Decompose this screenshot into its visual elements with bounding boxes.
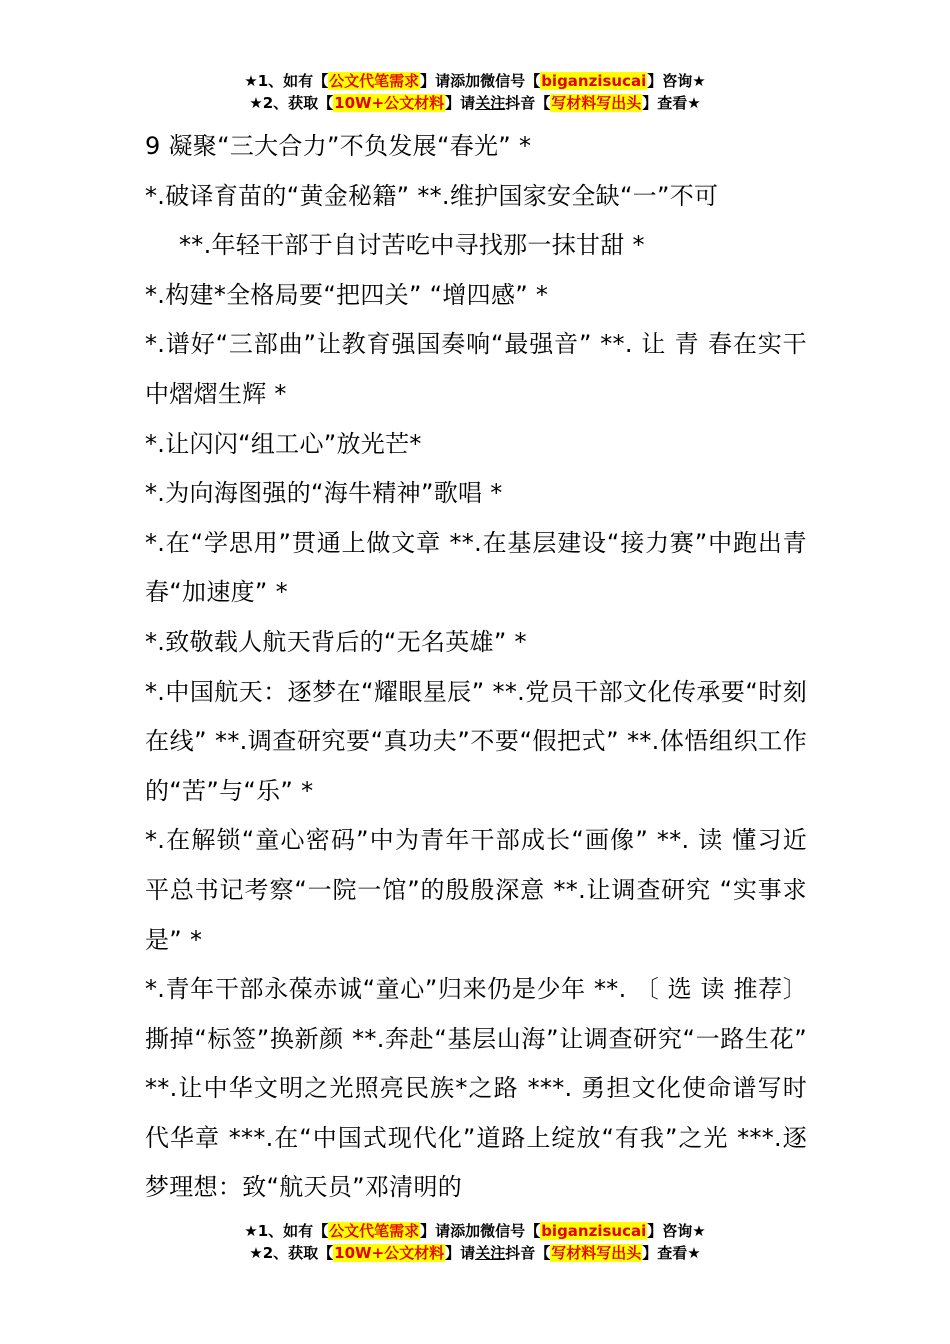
paragraph: *.在解锁“童心密码”中为青年干部成长“画像” **. 读 懂习近平总书记考察“一院一馆”的殷殷深意 **.让调查研究 “实事求是” * (145, 826, 807, 954)
paragraph: *.为向海图强的“海牛精神”歌唱 * (145, 479, 503, 508)
highlight-materials: 10W+公文材料 (334, 1244, 445, 1262)
banner-line-1: ★1、如有【公文代笔需求】请添加微信号【biganzisucai】咨询★ (244, 1222, 706, 1240)
paragraph: *.破译育苗的“黄金秘籍” **.维护国家安全缺“一”不可 (145, 181, 719, 210)
highlight-service: 公文代笔需求 (329, 1222, 420, 1240)
highlight-douyin: 写材料写出头 (551, 94, 642, 112)
star-icon: ★ (249, 1244, 263, 1262)
highlight-wechat-id: biganzisucai (541, 72, 647, 90)
highlight-materials: 10W+公文材料 (334, 94, 445, 112)
star-icon: ★ (244, 72, 258, 90)
banner-line-1: ★1、如有【公文代笔需求】请添加微信号【biganzisucai】咨询★ (244, 72, 706, 90)
highlight-service: 公文代笔需求 (329, 72, 420, 90)
paragraph: *.在“学思用”贯通上做文章 **.在基层建设“接力赛”中跑出青春“加速度” * (145, 528, 807, 607)
paragraph: 9 凝聚“三大合力”不负发展“春光” * (145, 132, 532, 160)
star-icon: ★ (687, 1244, 701, 1262)
paragraph: *.让闪闪“组工心”放光芒* (145, 429, 422, 458)
paragraph: *.谱好“三部曲”让教育强国奏响“最强音” **. 让 青 春在实干中熠熠生辉 * (145, 330, 807, 408)
star-icon: ★ (249, 94, 263, 112)
paragraph: *.青年干部永葆赤诚“童心”归来仍是少年 **. 〔 选 读 推荐〕撕掉“标签”换新颜 **.奔赴“基层山海”让调查研究“一路生花” **.让中华文明之光照亮民族*之路 ***. 勇担文化使命谱写时代华章 ***.在“中国式现代化”道路上绽放“有我”之光 ***.逐梦理想：致“航天员”邓清明的 (145, 975, 807, 1202)
paragraph: **.年轻干部于自讨苦吃中寻找那一抹甘甜 * (179, 231, 645, 260)
banner-line-2: ★2、获取【10W+公文材料】请关注抖音【写材料写出头】查看★ (249, 94, 701, 112)
document-body (145, 122, 807, 1213)
paragraph: *.致敬载人航天背后的“无名英雄” * (145, 627, 527, 656)
star-icon: ★ (692, 72, 706, 90)
star-icon: ★ (692, 1222, 706, 1240)
paragraph: *.中国航天：逐梦在“耀眼星辰” **.党员干部文化传承要“时刻在线” **.调查研究要“真功夫”不要“假把式” **.体悟组织工作的“苦”与“乐” * (145, 677, 807, 805)
highlight-douyin: 写材料写出头 (551, 1244, 642, 1262)
highlight-wechat-id: biganzisucai (541, 1222, 647, 1240)
banner-line-2: ★2、获取【10W+公文材料】请关注抖音【写材料写出头】查看★ (249, 1244, 701, 1262)
star-icon: ★ (687, 94, 701, 112)
paragraph: *.构建*全格局要“把四关” “增四感” * (145, 280, 549, 309)
star-icon: ★ (244, 1222, 258, 1240)
header-banner (0, 70, 950, 114)
footer-banner (0, 1220, 950, 1264)
